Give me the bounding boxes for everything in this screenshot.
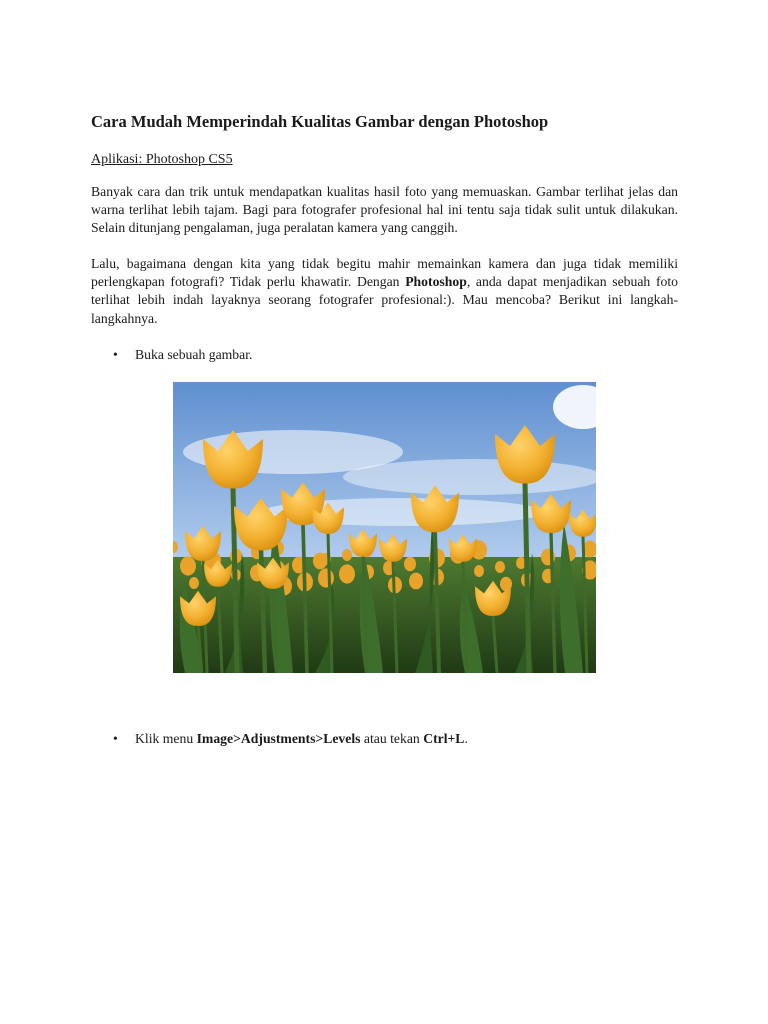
- intro-paragraph: Banyak cara dan trik untuk mendapatkan kualitas hasil foto yang memuaskan. Gambar terlihat jelas dan warna terlihat lebih tajam. Bagi para fotografer profesional hal ini tentu saja tidak sulit untuk dilakukan. Selain ditunjang pengalaman, juga peralatan kamera yang canggih.: [91, 184, 678, 236]
- tulip-photo: [173, 382, 596, 673]
- step-2-middle: atau tekan: [360, 731, 424, 746]
- step-2-text: [135, 730, 468, 748]
- photoshop-bold: Photoshop: [405, 274, 467, 290]
- bullet-icon: •: [113, 347, 118, 362]
- application-line: Aplikasi: Photoshop CS5: [91, 152, 233, 167]
- step-2-suffix: .: [464, 731, 468, 746]
- document-title: Cara Mudah Memperindah Kualitas Gambar dengan Photoshop: [91, 112, 549, 131]
- bullet-icon: •: [113, 731, 118, 746]
- step-2-prefix: Klik menu: [135, 731, 197, 746]
- second-paragraph: [91, 255, 678, 328]
- menu-path: Image>Adjustments>Levels: [196, 731, 361, 746]
- keyboard-shortcut: Ctrl+L: [423, 731, 465, 746]
- second-paragraph-end: , anda dapat menjadikan sebuah foto terlihat lebih indah layaknya seorang fotografer profesional:). Mau mencoba? Berikut ini langkah-langkahnya.: [91, 274, 679, 326]
- second-paragraph-start: Lalu, bagaimana dengan kita yang tidak begitu mahir memainkan kamera dan juga tidak memiliki perlengkapan fotografi? Tidak perlu khawatir. Dengan: [91, 256, 678, 290]
- step-1-text: Buka sebuah gambar.: [135, 347, 253, 362]
